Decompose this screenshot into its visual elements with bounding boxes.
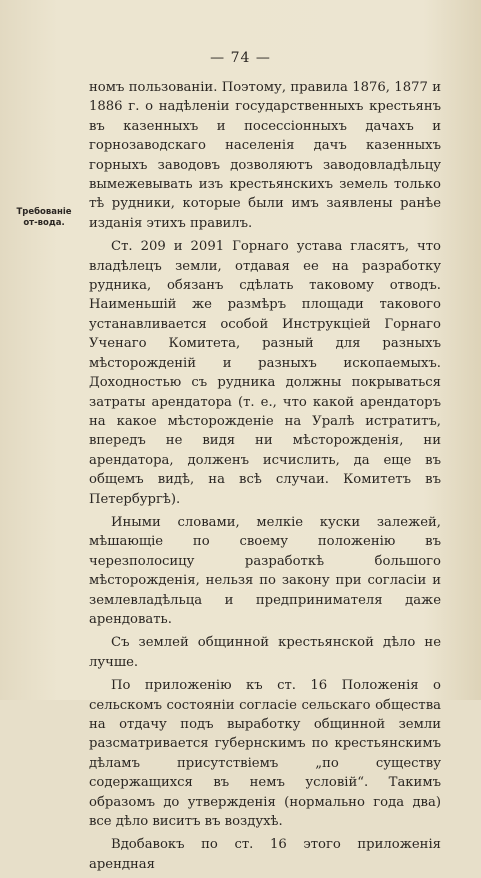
paragraph: Вдобавокъ по ст. 16 этого приложенія арендная [89,837,441,872]
margin-note: Требованіе от-вода. [16,207,72,228]
paragraph: По приложенію къ ст. 16 Положенія о сельскомъ состояніи согласіе сельскаго общества на отдачу подъ выработку общинной земли разсматривается губернскимъ по крестьянскимъ дѣламъ присутствіемъ „по существу содержащихся въ немъ условій“. Такимъ образомъ до утвержденія (нормально года два) все дѣло виситъ въ воздухѣ. [89,678,441,830]
paragraph: Иными словами, мелкіе куски залежей, мѣшающіе по своему положенію въ черезполосицу разработкѣ большого мѣсторожденія, нельзя по закону при согласіи и землевладѣльца и предпринимателя даже арендовать. [89,514,441,627]
page-number: — 74 — [210,50,271,66]
paragraph: номъ пользованіи. Поэтому, правила 1876, 1877 и 1886 г. о надѣленіи государственныхъ крестьянъ въ казенныхъ и посессіонныхъ дачахъ и горнозаводскаго населенія дачъ казенныхъ горныхъ заводовъ дозволяютъ заводовладѣльцу вымежевывать изъ крестьянскихъ земель только тѣ рудники, которые были имъ заявлены ранѣе изданія этихъ правилъ. [89,80,441,231]
paragraph: Ст. 209 и 2091 Горнаго устава гласятъ, что владѣлецъ земли, отдавая ее на разработку рудника, обязанъ сдѣлать таковому отводъ. Наименьшій же размѣръ площади такового устанавливается особой Инструкціей Горнаго Ученаго Комитета, разный для разныхъ мѣсторожденій и разныхъ ископаемыхъ. Доходностью съ рудника должны покрываться затраты арендатора (т. е., что какой арендаторъ на какое мѣсторожденіе на Уралѣ истратитъ, впередъ не видя ни мѣсторожденія, ни арендатора, долженъ исчислить, да еще въ общемъ видѣ, на всѣ случаи. Комитетъ въ Петербургѣ). [89,239,441,507]
body-text [89,78,441,878]
paragraph: Съ землей общинной крестьянской дѣло не лучше. [89,635,441,670]
